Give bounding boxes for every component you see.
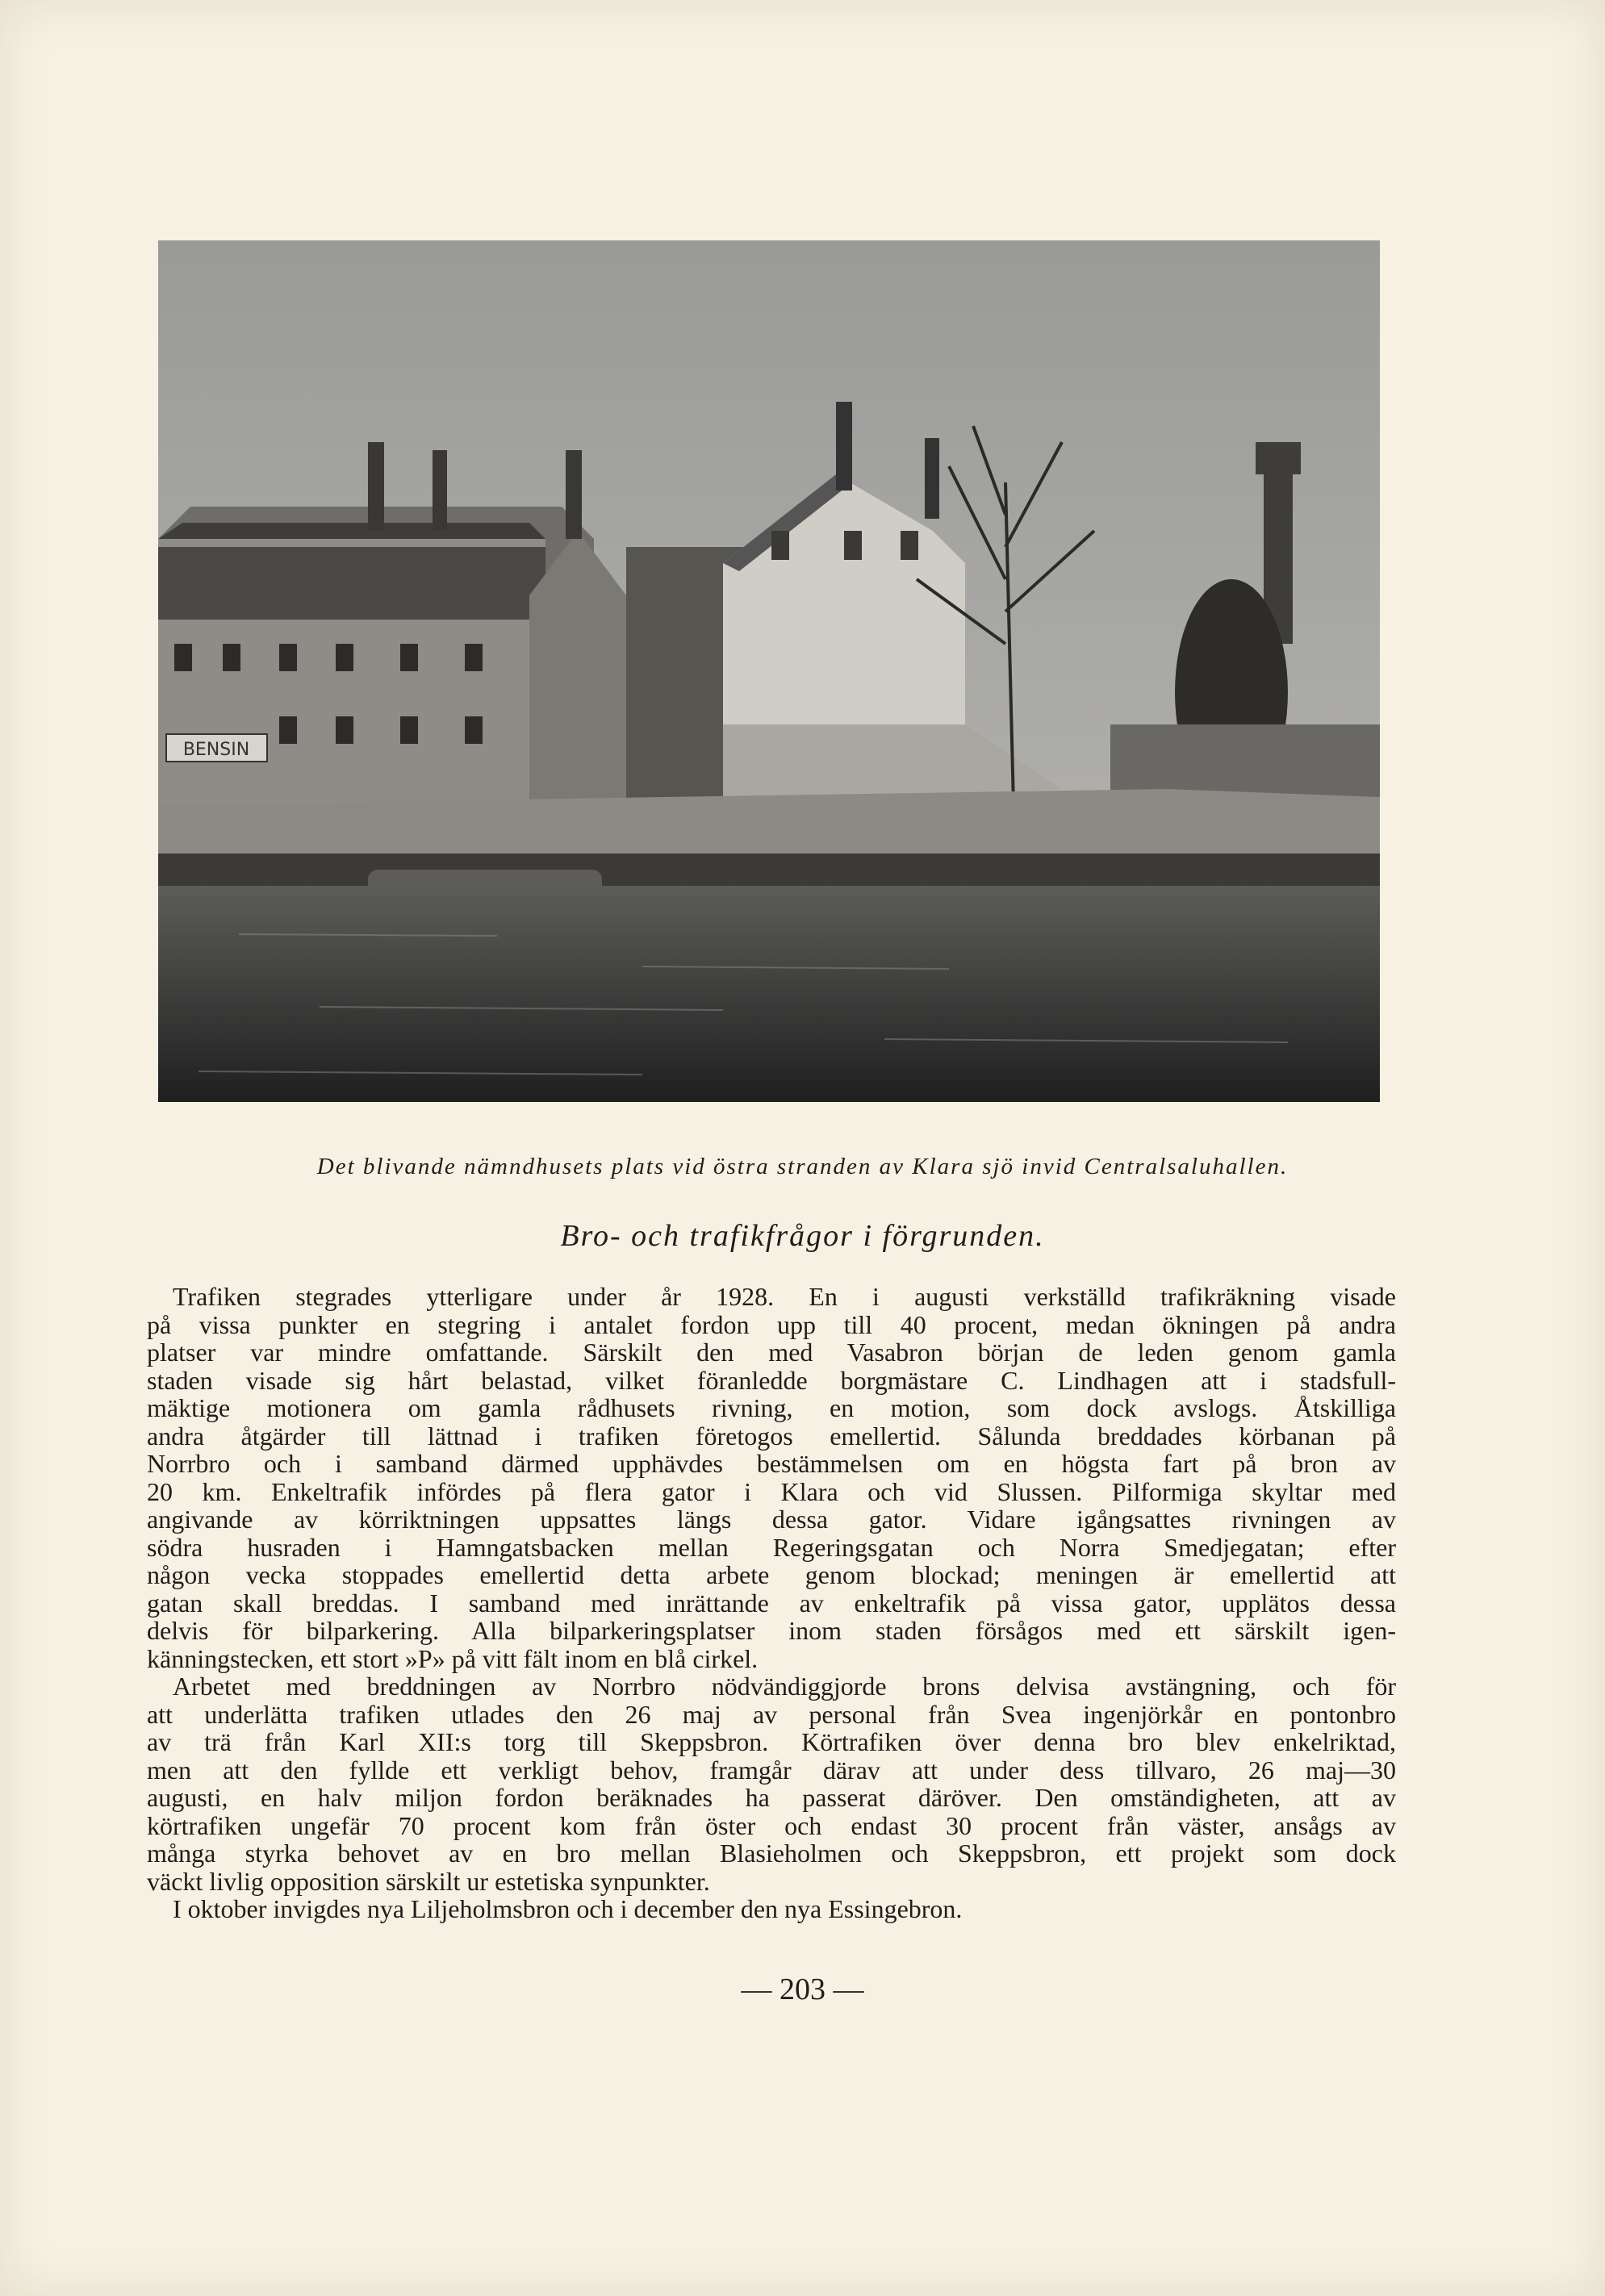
page-number: — 203 — <box>741 1972 864 2006</box>
text-line: av trä från Karl XII:s torg till Skeppsbron. Körtrafiken över denna bro blev enkelriktad, <box>147 1727 1396 1756</box>
text-line: någon vecka stoppades emellertid detta arbete genom blockad; meningen är emellertid att <box>147 1560 1396 1589</box>
text-line: staden visade sig hårt belastad, vilket föranledde borgmästare C. Lindhagen att i stadsfull- <box>147 1365 1396 1395</box>
photograph-icon <box>158 240 1380 1102</box>
text-line: men att den fyllde ett verkligt behov, framgår därav att under dess tillvaro, 26 maj—30 <box>147 1755 1396 1785</box>
text-line: många styrka behovet av en bro mellan Blasieholmen och Skeppsbron, ett projekt som dock <box>147 1839 1396 1868</box>
photo-caption: Det blivande nämndhusets plats vid östra stranden av Klara sjö invid Centralsaluhallen. <box>316 1154 1289 1179</box>
text-line: andra åtgärder till lättnad i trafiken företogos emellertid. Sålunda breddades körbanan på <box>147 1421 1396 1451</box>
text-line: känningstecken, ett stort »P» på vitt fält inom en blå cirkel. <box>147 1643 759 1673</box>
body-text <box>147 1283 1396 1923</box>
paragraph-1 <box>147 1283 1396 1672</box>
paragraph-2 <box>147 1672 1396 1895</box>
text-line: väckt livlig opposition särskilt ur estetiska synpunkter. <box>147 1866 710 1896</box>
text-line: I oktober invigdes nya Liljeholmsbron och i december den nya Essingebron. <box>173 1894 963 1923</box>
text-line: Norrbro och i samband därmed upphävdes bestämmelsen om en högsta fart på bron av <box>147 1449 1396 1478</box>
photograph <box>158 240 1380 1102</box>
section-heading: Bro- och trafikfrågor i förgrunden. <box>560 1219 1045 1253</box>
text-line: södra husraden i Hamngatsbacken mellan Regeringsgatan och Norra Smedjegatan; efter <box>147 1532 1396 1562</box>
text-line: på vissa punkter en stegring i antalet fordon upp till 40 procent, medan ökningen på andra <box>147 1309 1396 1339</box>
text-line: gatan skall breddas. I samband med inrättande av enkeltrafik på vissa gator, upplätos dessa <box>147 1588 1396 1618</box>
bensin-sign: BENSIN <box>182 740 250 760</box>
text-line: körtrafiken ungefär 70 procent kom från öster och endast 30 procent från väster, ansågs av <box>147 1810 1396 1840</box>
text-line: delvis för bilparkering. Alla bilparkeringsplatser inom staden försågos med ett särskilt igen- <box>147 1616 1396 1645</box>
text-line: att underlätta trafiken utlades den 26 maj av personal från Svea ingenjörkår en pontonbro <box>147 1699 1396 1729</box>
text-line: platser var mindre omfattande. Särskilt den med Vasabron början de leden genom gamla <box>147 1338 1396 1367</box>
text-line: 20 km. Enkeltrafik infördes på flera gator i Klara och vid Slussen. Pilformiga skyltar med <box>147 1476 1396 1506</box>
text-line: Trafiken stegrades ytterligare under år 1928. En i augusti verkställd trafikräkning visade <box>173 1282 1396 1311</box>
paragraph-3 <box>147 1895 1396 1923</box>
text-line: Arbetet med breddningen av Norrbro nödvändiggjorde brons delvisa avstängning, och för <box>173 1672 1396 1701</box>
text-line: angivande av körriktningen uppsattes längs dessa gator. Vidare igångsattes rivningen av <box>147 1505 1396 1534</box>
text-line: augusti, en halv miljon fordon beräknades ha passerat däröver. Den omständigheten, att av <box>147 1783 1396 1812</box>
text-line: mäktige motionera om gamla rådhusets rivning, en motion, som dock avslogs. Åtskilliga <box>147 1393 1396 1422</box>
